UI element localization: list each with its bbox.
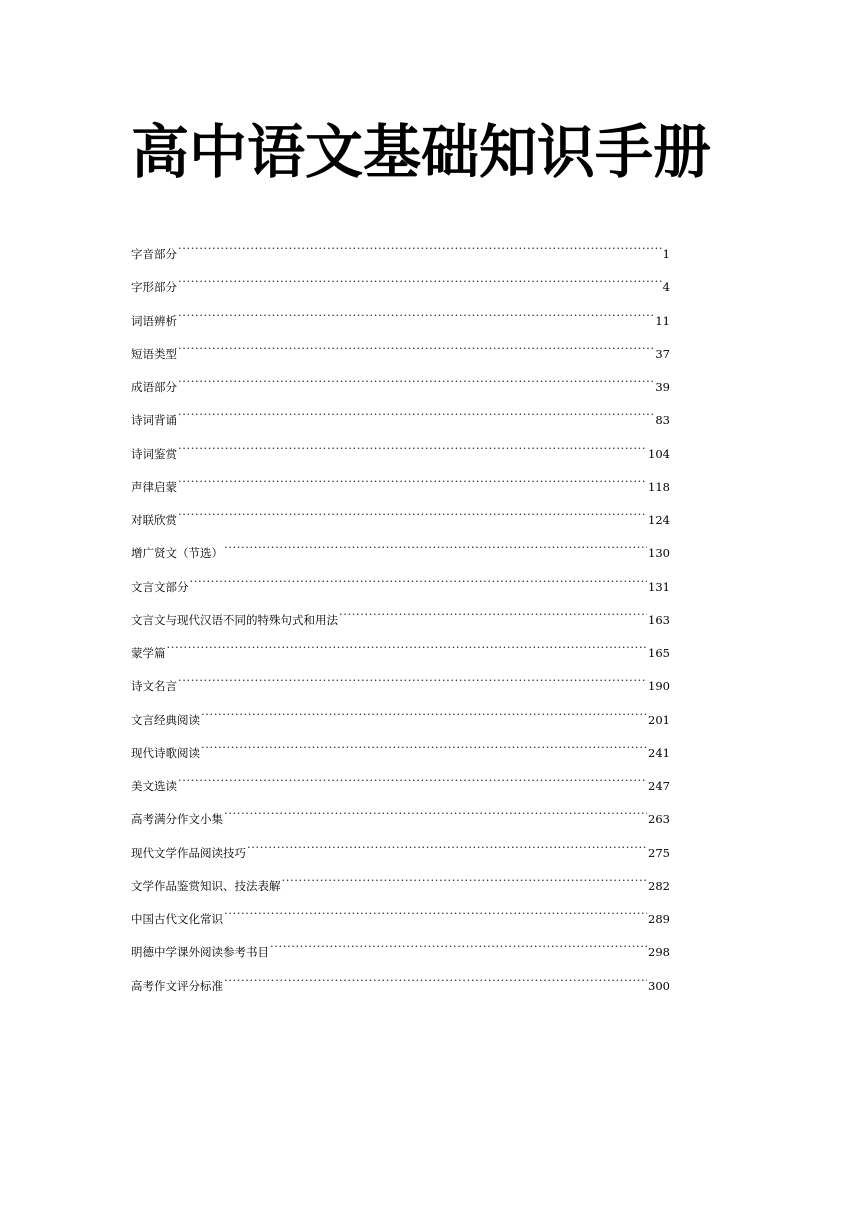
toc-dot-leader [224, 970, 647, 990]
toc-page-number: 37 [655, 346, 670, 361]
toc-entry[interactable] [131, 704, 670, 737]
toc-dot-leader [178, 504, 647, 524]
toc-entry[interactable] [131, 438, 670, 471]
toc-page-number: 201 [648, 712, 670, 727]
toc-entry[interactable] [131, 305, 670, 338]
toc-entry[interactable] [131, 504, 670, 537]
toc-entry-label: 文言经典阅读 [131, 712, 200, 727]
toc-entry-label: 文言文部分 [131, 579, 189, 594]
toc-page-number: 275 [648, 845, 670, 860]
toc-dot-leader [167, 637, 648, 657]
toc-page-number: 130 [648, 546, 670, 561]
toc-entry[interactable] [131, 537, 670, 570]
toc-dot-leader [178, 770, 647, 790]
toc-dot-leader [282, 870, 648, 890]
toc-page-number: 163 [648, 612, 670, 627]
toc-dot-leader [178, 438, 647, 458]
toc-dot-leader [224, 803, 647, 823]
toc-entry-label: 文学作品鉴赏知识、技法表解 [131, 878, 281, 893]
toc-dot-leader [339, 604, 647, 624]
toc-page-number: 11 [655, 313, 670, 328]
toc-dot-leader [247, 837, 647, 857]
toc-entry[interactable] [131, 936, 670, 969]
toc-page-number: 131 [648, 579, 670, 594]
toc-entry[interactable] [131, 471, 670, 504]
toc-dot-leader [224, 537, 647, 557]
toc-page-number: 247 [648, 779, 670, 793]
toc-entry[interactable] [131, 271, 670, 304]
toc-entry-label: 声律启蒙 [131, 479, 177, 494]
toc-dot-leader [178, 471, 647, 491]
toc-dot-leader [178, 404, 654, 424]
toc-page-number: 241 [648, 745, 670, 760]
toc-entry-label: 高考作文评分标准 [131, 978, 223, 993]
toc-entry-label: 文言文与现代汉语不同的特殊句式和用法 [131, 612, 338, 627]
toc-page-number: 190 [648, 679, 670, 694]
toc-page-number: 4 [662, 280, 670, 295]
toc-entry[interactable] [131, 903, 670, 936]
toc-entry-label: 增广贤文（节选） [131, 546, 223, 561]
toc-entry-label: 诗文名言 [131, 679, 177, 694]
toc-entry[interactable] [131, 837, 670, 870]
toc-dot-leader [178, 305, 654, 325]
toc-entry-label: 词语辨析 [131, 313, 177, 328]
toc-page-number: 282 [648, 878, 670, 893]
toc-entry[interactable] [131, 371, 670, 404]
page-title: 高中语文基础知识手册 [131, 118, 712, 186]
toc-entry[interactable] [131, 238, 670, 271]
toc-entry-label: 对联欣赏 [131, 513, 177, 527]
toc-dot-leader [178, 271, 662, 291]
toc-entry[interactable] [131, 970, 670, 1003]
toc-page-number: 165 [648, 646, 670, 660]
toc-dot-leader [190, 571, 648, 591]
toc-entry-label: 蒙学篇 [131, 646, 166, 660]
toc-entry-label: 美文选读 [131, 779, 177, 793]
toc-dot-leader [178, 338, 654, 358]
toc-entry[interactable] [131, 338, 670, 371]
toc-page-number: 39 [655, 380, 670, 394]
toc-page-number: 300 [648, 978, 670, 993]
toc-entry[interactable] [131, 670, 670, 703]
toc-entry[interactable] [131, 770, 670, 803]
toc-entry-label: 诗词鉴赏 [131, 446, 177, 461]
toc-dot-leader [201, 704, 647, 724]
toc-entry[interactable] [131, 870, 670, 903]
toc-dot-leader [178, 371, 654, 391]
toc-entry-label: 中国古代文化常识 [131, 912, 223, 926]
toc-entry-label: 诗词背诵 [131, 413, 177, 428]
toc-entry[interactable] [131, 404, 670, 437]
toc-page-number: 124 [648, 513, 670, 527]
toc-entry-label: 高考满分作文小集 [131, 812, 223, 827]
toc-entry-label: 成语部分 [131, 380, 177, 394]
toc-dot-leader [224, 903, 647, 923]
toc-entry-label: 现代诗歌阅读 [131, 745, 200, 760]
toc-dot-leader [270, 936, 647, 956]
table-of-contents [131, 238, 670, 1003]
toc-entry[interactable] [131, 737, 670, 770]
toc-page-number: 298 [648, 945, 670, 960]
toc-page-number: 1 [662, 247, 670, 261]
toc-page-number: 83 [655, 413, 670, 428]
toc-page-number: 289 [648, 912, 670, 926]
toc-dot-leader [178, 670, 647, 690]
toc-entry[interactable] [131, 803, 670, 836]
toc-entry-label: 明德中学课外阅读参考书目 [131, 945, 269, 960]
toc-entry-label: 短语类型 [131, 346, 177, 361]
toc-entry[interactable] [131, 637, 670, 670]
toc-page-number: 263 [648, 812, 670, 827]
toc-entry-label: 字形部分 [131, 280, 177, 295]
toc-page-number: 104 [648, 446, 670, 461]
toc-entry[interactable] [131, 571, 670, 604]
toc-entry[interactable] [131, 604, 670, 637]
toc-dot-leader [201, 737, 647, 757]
toc-entry-label: 字音部分 [131, 247, 177, 261]
toc-page-number: 118 [648, 479, 670, 494]
toc-entry-label: 现代文学作品阅读技巧 [131, 845, 246, 860]
toc-dot-leader [178, 238, 662, 258]
